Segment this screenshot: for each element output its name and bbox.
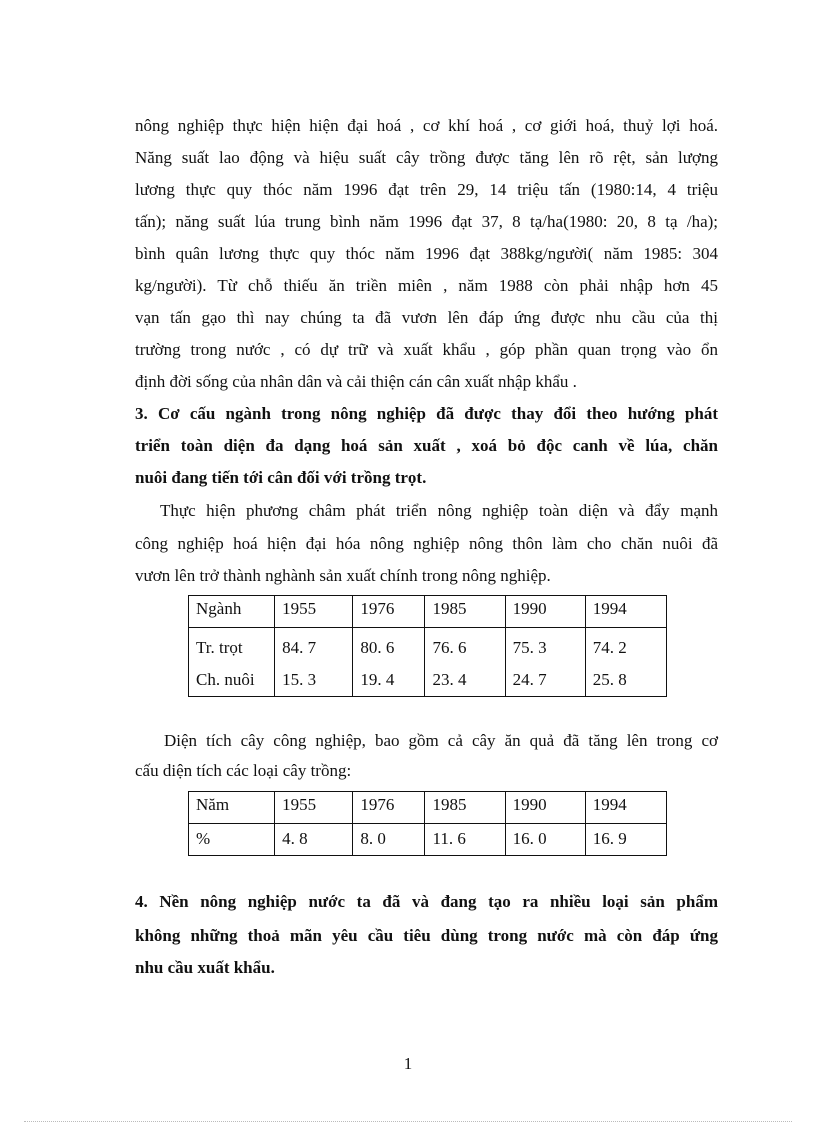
table-header-cell: Ngành <box>189 596 275 628</box>
paragraph-line: nông nghiệp thực hiện hiện đại hoá , cơ khí hoá , cơ giới hoá, thuỷ lợi hoá. <box>135 116 718 135</box>
paragraph-line: kg/người). Từ chỗ thiếu ăn triền miên , năm 1988 còn phải nhập hơn 45 <box>135 276 718 295</box>
table-cell: 16. 0 <box>505 824 585 856</box>
table-header-cell: 1976 <box>353 792 425 824</box>
table-cell <box>425 628 505 697</box>
table-cell: 4. 8 <box>275 824 353 856</box>
table-cell <box>275 628 353 697</box>
table-header-cell: 1994 <box>585 596 666 628</box>
table-header-cell: 1985 <box>425 596 505 628</box>
paragraph-line: Năng suất lao động và hiệu suất cây trồng được tăng lên rõ rệt, sản lượng <box>135 148 718 167</box>
section-heading-line: không những thoả mãn yêu cầu tiêu dùng trong nước mà còn đáp ứng <box>135 926 718 945</box>
cell-value: 74. 2 <box>592 638 627 657</box>
table-header-cell: 1976 <box>353 596 425 628</box>
table-cell: 8. 0 <box>353 824 425 856</box>
table-header-cell: 1955 <box>275 792 353 824</box>
table-cell: 16. 9 <box>585 824 666 856</box>
paragraph-line: công nghiệp hoá hiện đại hóa nông nghiệp nông thôn làm cho chăn nuôi đã <box>135 534 718 553</box>
table-industrial-crop-share <box>188 791 667 856</box>
table-header-cell: 1994 <box>585 792 666 824</box>
table-header-row <box>189 792 667 824</box>
paragraph-line: tấn); năng suất lúa trung bình năm 1996 đạt 37, 8 tạ/ha(1980: 20, 8 tạ /ha); <box>135 212 718 231</box>
paragraph-line: vạn tấn gạo thì nay chúng ta đã vươn lên đáp ứng được nhu cầu của thị <box>135 308 718 327</box>
table-cell <box>585 628 666 697</box>
table-header-cell: 1985 <box>425 792 505 824</box>
row-label-livestock: Ch. nuôi <box>196 670 255 689</box>
table-header-cell: 1955 <box>275 596 353 628</box>
cell-value: 80. 6 <box>360 638 395 657</box>
table-header-cell: 1990 <box>505 792 585 824</box>
table-cell: 11. 6 <box>425 824 505 856</box>
section-heading-line: nhu cầu xuất khẩu. <box>135 958 275 977</box>
cell-value: 23. 4 <box>432 670 467 689</box>
table-row <box>189 628 667 697</box>
table-cell: % <box>189 824 275 856</box>
cell-value: 75. 3 <box>512 638 547 657</box>
page-number: 1 <box>403 1054 413 1073</box>
cell-value: 84. 7 <box>282 638 317 657</box>
table-cell <box>505 628 585 697</box>
cell-value: 24. 7 <box>512 670 547 689</box>
section-heading-line: triển toàn diện đa dạng hoá sản xuất , xoá bỏ độc canh về lúa, chăn <box>135 436 718 455</box>
table-row <box>189 824 667 856</box>
table-header-cell: 1990 <box>505 596 585 628</box>
paragraph-line: cấu diện tích các loại cây trồng: <box>135 761 352 780</box>
paragraph-line: lương thực quy thóc năm 1996 đạt trên 29, 14 triệu tấn (1980:14, 4 triệu <box>135 180 718 199</box>
paragraph-line: Thực hiện phương châm phát triển nông nghiệp toàn diện và đẩy mạnh <box>160 501 718 520</box>
paragraph-line: trường trong nước , có dự trữ và xuất khẩu , góp phần quan trọng vào ổn <box>135 340 718 359</box>
table-sector-share <box>188 595 667 697</box>
table-cell <box>189 628 275 697</box>
cell-value: 19. 4 <box>360 670 395 689</box>
paragraph-line: bình quân lương thực quy thóc năm 1996 đạt 388kg/người( năm 1985: 304 <box>135 244 718 263</box>
cell-value: 76. 6 <box>432 638 467 657</box>
table-cell <box>353 628 425 697</box>
cell-value: 15. 3 <box>282 670 317 689</box>
row-label-crop: Tr. trọt <box>196 638 243 657</box>
page-bottom-divider <box>24 1121 792 1122</box>
section-heading-line: 3. Cơ cấu ngành trong nông nghiệp đã được thay đổi theo hướng phát <box>135 404 718 423</box>
section-heading-line: 4. Nền nông nghiệp nước ta đã và đang tạo ra nhiều loại sản phẩm <box>135 892 718 911</box>
paragraph-line: định đời sống của nhân dân và cải thiện cán cân xuất nhập khẩu . <box>135 372 577 391</box>
cell-value: 25. 8 <box>592 670 627 689</box>
section-heading-line: nuôi đang tiến tới cân đối với trồng trọt. <box>135 468 427 487</box>
paragraph-line: vươn lên trở thành nghành sản xuất chính trong nông nghiệp. <box>135 566 551 585</box>
paragraph-line: Diện tích cây công nghiệp, bao gồm cả cây ăn quả đã tăng lên trong cơ <box>164 731 718 750</box>
table-header-row <box>189 596 667 628</box>
table-header-cell: Năm <box>189 792 275 824</box>
